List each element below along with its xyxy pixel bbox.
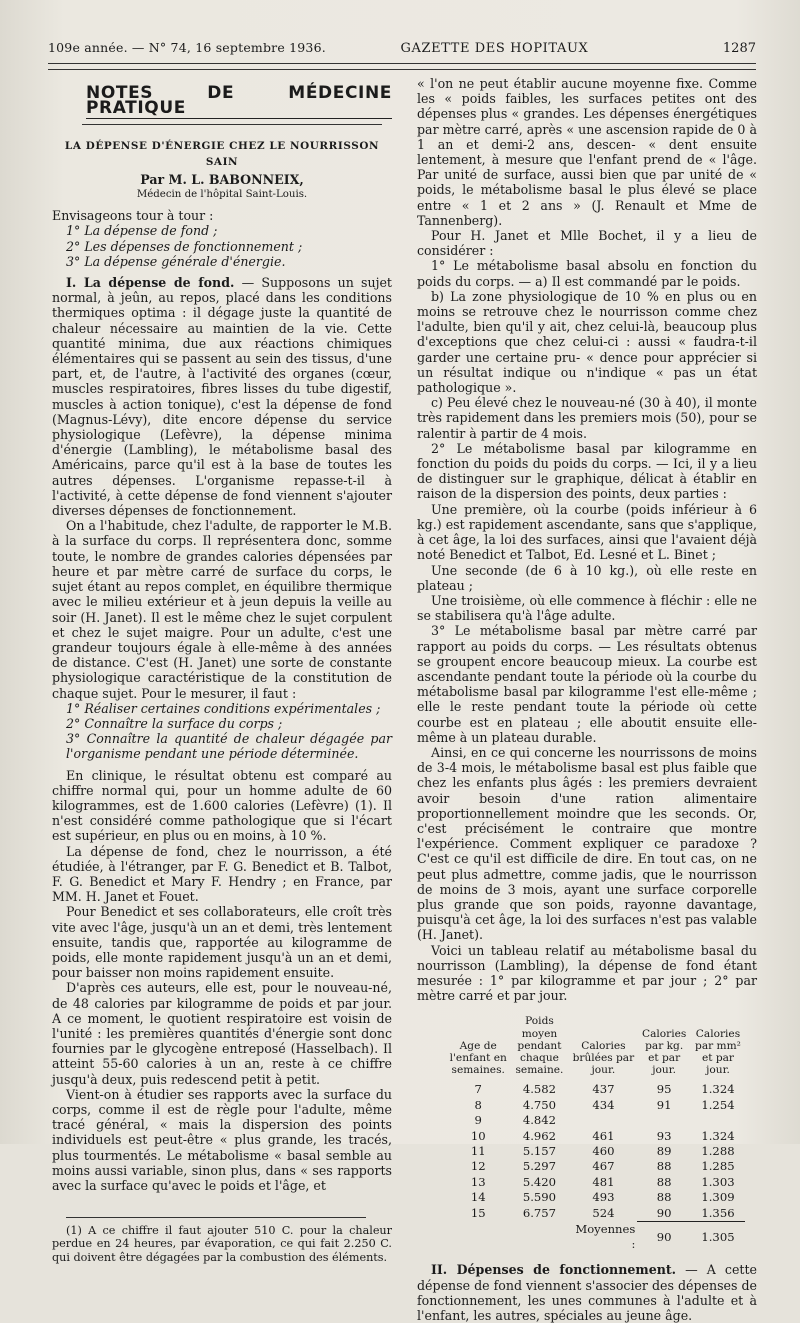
header-rule-double (48, 69, 756, 70)
table-cell: 88 (656, 1190, 672, 1205)
running-header (48, 40, 756, 56)
table-cell: 467 (592, 1159, 615, 1174)
journal-title: GAZETTE DES HOPITAUX (400, 41, 589, 56)
footnote: (1) A ce chiffre il faut ajouter 510 C. pour la chaleur perdue en 24 heures, par évaporation, ce qui fait 2.250 C. qui doivent être dégagées par la combustion des éléments. (52, 1224, 392, 1264)
step-item: 3° Connaître la quantité de chaleur dégagée par l'organisme pendant une période déterminée. (66, 731, 392, 762)
mean-per-kg: 90 (637, 1222, 691, 1253)
footnote-rule (66, 1217, 366, 1218)
table-cell: 481 (592, 1174, 615, 1189)
subsection-heading: II. Dépenses de fonctionnement. (431, 1262, 677, 1278)
issue-info: 109e année. — N° 74, 16 septembre 1936. (48, 40, 326, 55)
outline-item: 3° La dépense générale d'énergie. (66, 253, 286, 269)
intro-text: Envisageons tour à tour : (52, 208, 214, 224)
right-column (417, 76, 757, 1323)
section-title-rule (82, 124, 382, 125)
paragraph: b) La zone physiologique de 10 % en plus ou en moins se retrouve chez le nourrisson comme chez l'adulte, bien qu'il y ait, chez celui-là, beaucoup plus d'exceptions que chez celui-ci : aussi « faudra-t-il garder une certaine pru- « dence pour apprécier si un résultat indique ou n'indique « pas un état pathologique ». (417, 288, 757, 396)
left-column (52, 76, 392, 1264)
paragraph: La dépense de fond, chez le nourrisson, a été étudiée, à l'étranger, par F. G. Benedict et B. Talbot, F. G. Benedict et Mary F. Hendry ; en France, par MM. H. Janet et Fouet. (52, 843, 392, 905)
table-mean-row (447, 1222, 745, 1253)
table-cell: 12 (470, 1159, 486, 1174)
table-cell (569, 1113, 637, 1128)
table-cell: 6.757 (522, 1205, 557, 1220)
table-cell: 5.590 (522, 1190, 557, 1205)
paragraph: Vient-on à étudier ses rapports avec la surface du corps, comme il est de règle pour l'adulte, même tracé général, « mais la dispersion des points individuels est peut-être « plus grande, les tracés, plus tourmentés. Le métabolisme « basal semble au moins aussi variable, sinon plus, dans « ses rapports avec la surface qu'avec le poids et l'âge, et (52, 1086, 392, 1194)
paragraph: Une première, où la courbe (poids inférieur à 6 kg.) est rapidement ascendante, sans que s'applique, à cet âge, la loi des surfaces, ainsi que l'avaient déjà noté Benedict et Talbot, Ed. Lesné et L. Binet ; (417, 501, 757, 563)
table-header: Poids moyen pendant chaque semaine. (515, 1015, 564, 1077)
table-row (447, 1159, 745, 1174)
table-cell: 1.324 (701, 1128, 735, 1143)
table-row (447, 1175, 745, 1190)
paragraph: Pour Benedict et ses collaborateurs, elle croît très vite avec l'âge, jusqu'à un an et demi, très lentement ensuite, tandis que, rapportée au kilogramme de poids, elle monte rapidement jusqu'à un an et demi, pour baisser non moins rapidement ensuite. (52, 904, 392, 981)
table-cell: 461 (592, 1128, 615, 1143)
table-cell: 14 (470, 1190, 486, 1205)
outline-list (52, 223, 392, 269)
table-header: Calories par mm² et par jour. (695, 1027, 741, 1077)
metabolism-table (447, 1015, 745, 1252)
table-cell: 434 (592, 1097, 615, 1112)
table-cell: 8 (474, 1097, 482, 1112)
paragraph: I. La dépense de fond. — Supposons un sujet normal, à jeûn, au repos, placé dans les conditions thermiques optima : il dégage juste la quantité de chaleur nécessaire au maintien de la vie. Cette quantité minima, due aux réactions chimiques élémentaires qui se passent au sein des tissus, d'une part, et, de l'autre, à l'activité des organes (cœur, muscles respiratoires, fibres lisses du tube digestif, muscles à action tonique), c'est la dépense de fond (Magnus-Lévy), dite encore dépense du service physiologique (Lefèvre), la dépense minima d'énergie (Lambling), le métabolisme basal des Américains, parce qu'il est à la base de toutes les autres dépenses. L'organisme repasse-t-il à l'activité, à cette dépense de fond viennent s'ajouter diverses dépenses de fonctionnement. (52, 275, 392, 519)
table-cell (637, 1113, 691, 1128)
paragraph: Voici un tableau relatif au métabolisme basal du nourrisson (Lambling), la dépense de fond étant mesurée : 1° par kilogramme et par jour ; 2° par mètre carré et par jour. (417, 942, 757, 1004)
table-cell: 1.303 (701, 1174, 735, 1189)
table-cell: 5.420 (522, 1174, 557, 1189)
page-number: 1287 (722, 41, 756, 56)
header-rule (48, 63, 756, 64)
table-cell: 1.288 (701, 1144, 735, 1159)
paragraph: II. Dépenses de fonctionnement. — A cette dépense de fond viennent s'associer des dépenses de fonctionnement, les unes communes à l'adulte et à l'enfant, les autres, spéciales au jeune âge. (417, 1262, 757, 1323)
table-header: Calories brûlées par jour. (572, 1039, 635, 1077)
table-header: Age de l'enfant en semaines. (449, 1039, 507, 1077)
table-cell: 88 (656, 1174, 672, 1189)
paragraph: D'après ces auteurs, elle est, pour le nouveau-né, de 48 calories par kilogramme de poids et par jour. A ce moment, le quotient respiratoire est voisin de l'unité : les premières quantités d'énergie sont donc fournies par le glycogène entreposé (Hasselbach). Il atteint 55-60 calories à un an, reste à ce chiffre jusqu'à deux, puis redescend petit à petit. (52, 980, 392, 1087)
paragraph: 3° Le métabolisme basal par mètre carré par rapport au poids du corps. — Les résultats obtenus se groupent encore beaucoup mieux. La courbe est ascendante pendant toute la période où la courbe du métabolisme basal par kilogramme l'est elle-même ; elle le reste pendant toute la période où cette courbe est en plateau ; elle aboutit ensuite elle-même à un plateau durable. (417, 623, 757, 745)
paragraph: Une troisième, où elle commence à fléchir : elle ne se stabilisera qu'à l'âge adulte. (417, 592, 757, 624)
table-cell: 4.962 (522, 1128, 557, 1143)
paragraph: En clinique, le résultat obtenu est comparé au chiffre normal qui, pour un homme adulte de 60 kilogrammes, est de 1.600 calories (Lefèvre) (1). Il n'est considéré comme pathologique que si l'écart est supérieur, en plus ou en moins, à 10 %. (52, 767, 392, 844)
table-row (447, 1129, 745, 1144)
table-cell: 95 (656, 1082, 672, 1097)
table-cell: 9 (474, 1113, 482, 1128)
table-body (447, 1082, 745, 1221)
table-cell (691, 1113, 745, 1128)
table-cell: 13 (470, 1174, 486, 1189)
table-cell: 1.285 (701, 1159, 735, 1174)
article-author: Par M. L. BABONNEIX, (140, 171, 304, 187)
table-cell: 5.157 (522, 1144, 557, 1159)
step-item: 2° Connaître la surface du corps ; (66, 715, 283, 731)
table-cell: 15 (470, 1205, 486, 1220)
table-cell: 1.309 (701, 1190, 735, 1205)
paragraph: On a l'habitude, chez l'adulte, de rapporter le M.B. à la surface du corps. Il représentera donc, somme toute, le nombre de grandes calories dépensées par heure et par mètre carré de surface du corps, le sujet étant au repos complet, en équilibre thermique avec le milieu extérieur et à jeun depuis la veille au soir (H. Janet). Il est le même chez le sujet corpulent et chez le sujet maigre. Pour un adulte, c'est une grandeur toujours égale à elle-même à des années de distance. C'est (H. Janet) une sorte de constante physiologique caractéristique de la constitution de chaque sujet. Pour le mesurer, il faut : (52, 518, 392, 701)
paragraph: c) Peu élevé chez le nouveau-né (30 à 40), il monte très rapidement dans les premiers mois (50), pour se ralentir à partir de 4 mois. (417, 395, 757, 441)
table-cell: 4.750 (522, 1097, 557, 1112)
table-row (447, 1206, 745, 1222)
table-cell: 4.842 (522, 1113, 557, 1128)
table-row (447, 1144, 745, 1159)
table-cell: 1.324 (701, 1082, 735, 1097)
table-cell: 93 (656, 1128, 672, 1143)
table-cell: 4.582 (522, 1082, 557, 1097)
table-row (447, 1098, 745, 1113)
table-cell: 460 (592, 1144, 615, 1159)
table-cell: 437 (592, 1082, 615, 1097)
table-cell: 5.297 (522, 1159, 557, 1174)
mean-label: Moyennes : (575, 1221, 636, 1251)
paragraph: Ainsi, en ce qui concerne les nourrissons de moins de 3-4 mois, le métabolisme basal est plus faible que chez les enfants plus âgés : les premiers devraient avoir besoin d'une ration alimentaire proportionnellement moindre que les seconds. Or, c'est précisément le contraire que montre l'expérience. Comment expliquer ce paradoxe ? C'est ce qu'il est difficile de dire. En tout cas, on ne peut plus admettre, comme jadis, que le nourrisson de moins de 3 mois, ayant une surface corporelle plus grande que son poids, rayonne davantage, puisqu'à cet âge, la loi des surfaces n'est pas valable (H. Janet). (417, 744, 757, 943)
table-header: Calories par kg. et par jour. (641, 1027, 687, 1077)
table-header-row (447, 1015, 745, 1082)
subsection-heading: I. La dépense de fond. (66, 275, 235, 291)
table-cell: 524 (592, 1205, 615, 1220)
section-title: NOTES DE MÉDECINE PRATIQUE (86, 83, 392, 119)
paragraph: « l'on ne peut établir aucune moyenne fixe. Comme les « poids faibles, les surfaces petites ont des dépenses plus « grandes. Les dépenses énergétiques par mètre carré, après « une ascension rapide de 0 à 1 an et demi-2 ans, descen- « dent ensuite lentement, à mesure que l'enfant prend de « l'âge. Par unité de surface, aussi bien que par unité de « poids, le métabolisme basal le plus élevé se place entre « 1 et 2 ans » (J. Renault et Mme de Tannenberg). (417, 76, 757, 228)
table-row (447, 1113, 745, 1128)
table-row (447, 1190, 745, 1205)
table-row (447, 1082, 745, 1097)
table-cell: 88 (656, 1159, 672, 1174)
article-title: LA DÉPENSE D'ÉNERGIE CHEZ LE NOURRISSON SAIN (64, 140, 380, 168)
table-cell: 11 (470, 1144, 486, 1159)
table-cell: 493 (592, 1190, 615, 1205)
table-cell: 10 (470, 1128, 486, 1143)
step-item: 1° Réaliser certaines conditions expérimentales ; (66, 700, 381, 716)
author-affiliation: Médecin de l'hôpital Saint-Louis. (136, 189, 308, 201)
table-cell: 91 (656, 1097, 672, 1112)
outline-item: 1° La dépense de fond ; (66, 223, 218, 239)
table-cell: 1.356 (701, 1205, 735, 1220)
paragraph: Pour H. Janet et Mlle Bochet, il y a lieu de considérer : (417, 228, 757, 259)
table-cell: 89 (656, 1144, 672, 1159)
steps-list (52, 701, 392, 762)
mean-per-m2: 1.305 (691, 1222, 745, 1253)
table-cell: 90 (656, 1205, 672, 1220)
paragraph: Une seconde (de 6 à 10 kg.), où elle reste en plateau ; (417, 562, 757, 593)
table-cell: 1.254 (701, 1097, 735, 1112)
table-cell: 7 (474, 1082, 482, 1097)
paragraph: 2° Le métabolisme basal par kilogramme en fonction du poids du poids du corps. — Ici, il y a lieu de distinguer sur le graphique, délicat à établir en raison de la dispersion des points, deux parties : (417, 440, 757, 502)
paragraph: 1° Le métabolisme basal absolu en fonction du poids du corps. — a) Il est commandé par le poids. (417, 258, 757, 289)
outline-item: 2° Les dépenses de fonctionnement ; (66, 238, 303, 254)
